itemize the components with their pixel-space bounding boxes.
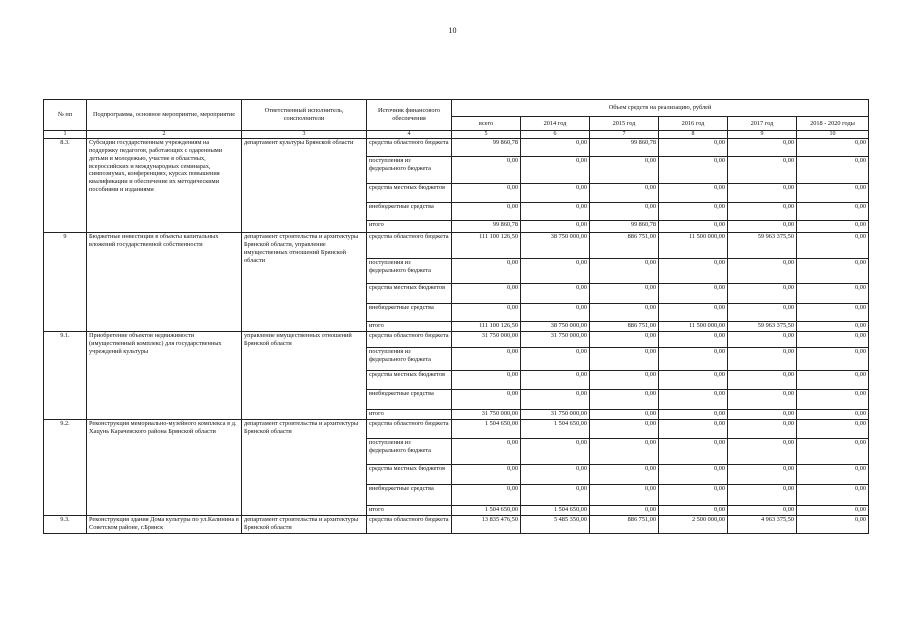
amount-cell: 0,00 <box>590 157 659 184</box>
amount-cell: 111 100 126,50 <box>452 233 521 259</box>
amount-cell: 0,00 <box>728 304 797 322</box>
funding-source: средства областного бюджета <box>367 516 452 534</box>
amount-cell: 0,00 <box>797 304 869 322</box>
amount-cell: 0,00 <box>659 184 728 203</box>
item-executor: управление имущественных отношений Брянской области <box>242 332 367 420</box>
amount-cell: 0,00 <box>797 259 869 284</box>
amount-cell: 0,00 <box>728 465 797 485</box>
item-executor: департамент строительства и архитектуры Брянской области <box>242 516 367 534</box>
index-cell: 10 <box>797 131 869 139</box>
index-cell: 7 <box>590 131 659 139</box>
header-2018-2020: 2018 - 2020 годы <box>797 117 869 131</box>
amount-cell: 0,00 <box>797 516 869 534</box>
item-executor: департамент строительства и архитектуры Брянской области <box>242 420 367 516</box>
amount-cell: 99 860,78 <box>590 139 659 157</box>
amount-cell: 2 500 000,00 <box>659 516 728 534</box>
amount-cell: 0,00 <box>521 221 590 233</box>
index-cell: 5 <box>452 131 521 139</box>
amount-cell: 0,00 <box>659 304 728 322</box>
amount-cell: 0,00 <box>590 371 659 390</box>
amount-cell: 0,00 <box>659 410 728 420</box>
amount-cell: 0,00 <box>590 485 659 506</box>
funding-source: внебюджетные средства <box>367 485 452 506</box>
amount-cell: 38 750 000,00 <box>521 233 590 259</box>
funding-source: поступления из федерального бюджета <box>367 348 452 371</box>
amount-cell: 0,00 <box>728 348 797 371</box>
funding-source: средства областного бюджета <box>367 139 452 157</box>
amount-cell: 99 860,78 <box>452 139 521 157</box>
amount-cell: 0,00 <box>521 203 590 221</box>
page-number: 10 <box>448 26 457 35</box>
amount-cell: 0,00 <box>728 410 797 420</box>
funding-source: итого <box>367 221 452 233</box>
funding-source: поступления из федерального бюджета <box>367 439 452 465</box>
funding-source: средства местных бюджетов <box>367 284 452 304</box>
amount-cell: 0,00 <box>728 420 797 439</box>
item-program: Субсидии государственным учреждениям на поддержку педагогов, работающих с одаренными детьми и молодежью, участие в областных, всероссийских и международных семинарах, симпозиумах, конференциях, курсах повышения квалификации и обеспечение их методическими пособиями и изданиями <box>87 139 242 233</box>
amount-cell: 0,00 <box>797 439 869 465</box>
amount-cell: 0,00 <box>659 371 728 390</box>
amount-cell: 13 835 476,50 <box>452 516 521 534</box>
funding-source: внебюджетные средства <box>367 203 452 221</box>
amount-cell: 0,00 <box>728 284 797 304</box>
amount-cell: 0,00 <box>452 203 521 221</box>
table-row <box>44 332 869 348</box>
amount-cell: 0,00 <box>452 284 521 304</box>
amount-cell: 0,00 <box>659 420 728 439</box>
item-number: 8.3. <box>44 139 87 233</box>
header-source: Источник финансового обеспечения <box>367 100 452 131</box>
item-executor: департамент культуры Брянской области <box>242 139 367 233</box>
amount-cell: 0,00 <box>728 371 797 390</box>
amount-cell: 0,00 <box>797 203 869 221</box>
amount-cell: 0,00 <box>659 348 728 371</box>
amount-cell: 0,00 <box>590 304 659 322</box>
funding-source: внебюджетные средства <box>367 390 452 410</box>
amount-cell: 0,00 <box>728 332 797 348</box>
amount-cell: 0,00 <box>590 465 659 485</box>
amount-cell: 99 860,78 <box>590 221 659 233</box>
amount-cell: 0,00 <box>659 332 728 348</box>
amount-cell: 0,00 <box>728 221 797 233</box>
header-volume: Объем средств на реализацию, рублей <box>452 100 869 117</box>
amount-cell: 0,00 <box>728 139 797 157</box>
index-cell: 8 <box>659 131 728 139</box>
amount-cell: 0,00 <box>452 184 521 203</box>
funding-source: средства местных бюджетов <box>367 184 452 203</box>
table-row <box>44 516 869 534</box>
amount-cell: 0,00 <box>797 322 869 332</box>
amount-cell: 0,00 <box>797 371 869 390</box>
amount-cell: 0,00 <box>728 439 797 465</box>
funding-source: поступления из федерального бюджета <box>367 259 452 284</box>
amount-cell: 0,00 <box>728 259 797 284</box>
amount-cell: 11 500 000,00 <box>659 233 728 259</box>
amount-cell: 0,00 <box>659 221 728 233</box>
amount-cell: 886 751,00 <box>590 233 659 259</box>
amount-cell: 0,00 <box>797 420 869 439</box>
amount-cell: 4 963 375,50 <box>728 516 797 534</box>
amount-cell: 0,00 <box>659 465 728 485</box>
item-number: 9.3. <box>44 516 87 534</box>
table-row <box>44 420 869 439</box>
amount-cell: 1 504 650,00 <box>452 420 521 439</box>
amount-cell: 0,00 <box>797 221 869 233</box>
header-total: всего <box>452 117 521 131</box>
header-2015: 2015 год <box>590 117 659 131</box>
amount-cell: 0,00 <box>728 157 797 184</box>
amount-cell: 0,00 <box>797 465 869 485</box>
amount-cell: 0,00 <box>659 485 728 506</box>
item-executor: департамент строительства и архитектуры Брянской области, управление имущественных отношений Брянской области <box>242 233 367 332</box>
amount-cell: 0,00 <box>590 259 659 284</box>
amount-cell: 11 500 000,00 <box>659 322 728 332</box>
amount-cell: 31 750 000,00 <box>452 410 521 420</box>
amount-cell: 0,00 <box>521 371 590 390</box>
funding-source: итого <box>367 410 452 420</box>
amount-cell: 0,00 <box>659 203 728 221</box>
header-num: № пп <box>44 100 87 131</box>
funding-source: внебюджетные средства <box>367 304 452 322</box>
amount-cell: 0,00 <box>797 332 869 348</box>
item-number: 9.2. <box>44 420 87 516</box>
amount-cell: 0,00 <box>590 348 659 371</box>
amount-cell: 0,00 <box>521 390 590 410</box>
index-cell: 4 <box>367 131 452 139</box>
header-2014: 2014 год <box>521 117 590 131</box>
amount-cell: 0,00 <box>797 233 869 259</box>
amount-cell: 5 485 350,00 <box>521 516 590 534</box>
amount-cell: 0,00 <box>521 157 590 184</box>
amount-cell: 0,00 <box>521 259 590 284</box>
index-cell: 1 <box>44 131 87 139</box>
amount-cell: 0,00 <box>590 203 659 221</box>
funding-source: средства областного бюджета <box>367 233 452 259</box>
item-number: 9.1. <box>44 332 87 420</box>
amount-cell: 0,00 <box>452 157 521 184</box>
column-index-row <box>44 131 869 139</box>
amount-cell: 886 751,00 <box>590 516 659 534</box>
funding-source: поступления из федерального бюджета <box>367 157 452 184</box>
amount-cell: 0,00 <box>452 259 521 284</box>
amount-cell: 1 504 650,00 <box>452 506 521 516</box>
amount-cell: 0,00 <box>590 284 659 304</box>
item-program: Реконструкция мемориально-музейного комплекса в д. Хацунь Карачевского района Брянской области <box>87 420 242 516</box>
amount-cell: 0,00 <box>659 259 728 284</box>
amount-cell: 0,00 <box>590 184 659 203</box>
amount-cell: 0,00 <box>728 390 797 410</box>
amount-cell: 0,00 <box>452 304 521 322</box>
amount-cell: 0,00 <box>797 485 869 506</box>
amount-cell: 0,00 <box>521 348 590 371</box>
header-program: Подпрограмма, основное мероприятие, мероприятие <box>87 100 242 131</box>
amount-cell: 59 963 375,50 <box>728 233 797 259</box>
index-cell: 3 <box>242 131 367 139</box>
amount-cell: 0,00 <box>521 439 590 465</box>
index-cell: 6 <box>521 131 590 139</box>
amount-cell: 0,00 <box>590 390 659 410</box>
amount-cell: 0,00 <box>452 390 521 410</box>
amount-cell: 0,00 <box>521 485 590 506</box>
amount-cell: 0,00 <box>521 465 590 485</box>
amount-cell: 0,00 <box>728 506 797 516</box>
amount-cell: 111 100 126,50 <box>452 322 521 332</box>
amount-cell: 1 504 650,00 <box>521 420 590 439</box>
amount-cell: 31 750 000,00 <box>452 332 521 348</box>
funding-source: итого <box>367 506 452 516</box>
amount-cell: 0,00 <box>659 284 728 304</box>
item-program: Приобретение объектов недвижимости (имущественный комплекс) для государственных учреждений культуры <box>87 332 242 420</box>
header-2017: 2017 год <box>728 117 797 131</box>
table-row <box>44 139 869 157</box>
amount-cell: 0,00 <box>728 485 797 506</box>
amount-cell: 1 504 650,00 <box>521 506 590 516</box>
amount-cell: 99 860,78 <box>452 221 521 233</box>
financing-table <box>43 99 869 534</box>
amount-cell: 0,00 <box>797 410 869 420</box>
amount-cell: 0,00 <box>659 390 728 410</box>
amount-cell: 0,00 <box>590 420 659 439</box>
amount-cell: 0,00 <box>452 371 521 390</box>
amount-cell: 59 963 375,50 <box>728 322 797 332</box>
amount-cell: 0,00 <box>797 506 869 516</box>
amount-cell: 31 750 000,00 <box>521 332 590 348</box>
amount-cell: 0,00 <box>452 348 521 371</box>
header-2016: 2016 год <box>659 117 728 131</box>
amount-cell: 0,00 <box>659 157 728 184</box>
amount-cell: 0,00 <box>521 184 590 203</box>
funding-source: средства областного бюджета <box>367 420 452 439</box>
amount-cell: 0,00 <box>659 439 728 465</box>
amount-cell: 0,00 <box>797 390 869 410</box>
amount-cell: 0,00 <box>521 304 590 322</box>
item-program: Реконструкция здания Дома культуры по ул.Калинина в Советском районе, г.Брянск <box>87 516 242 534</box>
amount-cell: 0,00 <box>590 332 659 348</box>
amount-cell: 0,00 <box>728 184 797 203</box>
amount-cell: 0,00 <box>590 506 659 516</box>
item-program: Бюджетные инвестиции в объекты капитальных вложений государственной собственности <box>87 233 242 332</box>
amount-cell: 0,00 <box>659 506 728 516</box>
funding-source: итого <box>367 322 452 332</box>
amount-cell: 0,00 <box>797 348 869 371</box>
table-row <box>44 233 869 259</box>
amount-cell: 0,00 <box>452 485 521 506</box>
amount-cell: 31 750 000,00 <box>521 410 590 420</box>
amount-cell: 0,00 <box>452 439 521 465</box>
amount-cell: 0,00 <box>521 284 590 304</box>
amount-cell: 0,00 <box>797 184 869 203</box>
index-cell: 2 <box>87 131 242 139</box>
amount-cell: 0,00 <box>659 139 728 157</box>
amount-cell: 0,00 <box>797 284 869 304</box>
amount-cell: 0,00 <box>590 410 659 420</box>
amount-cell: 0,00 <box>728 203 797 221</box>
amount-cell: 38 750 000,00 <box>521 322 590 332</box>
funding-source: средства местных бюджетов <box>367 465 452 485</box>
amount-cell: 0,00 <box>590 439 659 465</box>
item-number: 9 <box>44 233 87 332</box>
index-cell: 9 <box>728 131 797 139</box>
amount-cell: 0,00 <box>521 139 590 157</box>
amount-cell: 0,00 <box>797 157 869 184</box>
amount-cell: 886 751,00 <box>590 322 659 332</box>
amount-cell: 0,00 <box>452 465 521 485</box>
amount-cell: 0,00 <box>797 139 869 157</box>
header-executor: Ответственный исполнитель, соисполнители <box>242 100 367 131</box>
funding-source: средства местных бюджетов <box>367 371 452 390</box>
funding-source: средства областного бюджета <box>367 332 452 348</box>
